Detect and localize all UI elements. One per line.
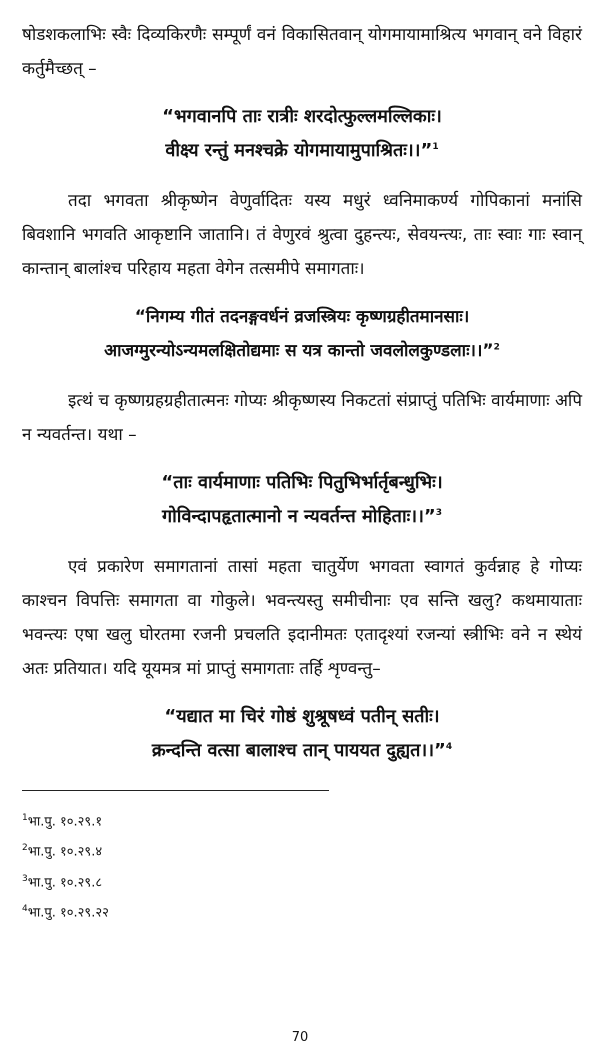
footnote-divider <box>22 790 329 791</box>
verse-4-line-2-wrap <box>22 734 582 768</box>
verse-1-line-2-wrap <box>22 134 582 168</box>
verse-1-line-1: “भगवानपि ताः रात्रीः शरदोत्फुल्लमल्लिकाः। <box>162 106 442 127</box>
verse-2 <box>22 300 582 368</box>
footnote-1-text: भा.पु. १०.२९.१ <box>27 814 103 830</box>
footnote-4-number: 4 <box>22 903 28 914</box>
verse-4 <box>22 700 582 768</box>
verse-1-line-2: वीक्ष्य रन्तुं मनश्चक्रे योगमायामुपाश्रितः।।” <box>165 140 433 161</box>
footnote-4-text: भा.पु. १०.२९.२२ <box>27 905 109 921</box>
footnote-3-text: भा.पु. १०.२९.८ <box>27 874 103 890</box>
footnote-3 <box>22 866 582 896</box>
verse-3-line-2-wrap <box>22 500 582 534</box>
footnote-ref-1: 1 <box>432 142 439 152</box>
verse-3-line-1: “ताः वार्यमाणाः पतिभिः पितुभिर्भार्तृबन्धुभिः। <box>161 472 443 493</box>
page-number: 70 <box>291 1030 309 1045</box>
footnotes <box>22 805 582 926</box>
paragraph-1: षोडशकलाभिः स्वैः दिव्यकिरणैः सम्पूर्णं वनं विकासितवान् योगमायामाश्रित्य भगवान् वने विहारं कर्तुमैच्छत् – <box>22 25 582 79</box>
verse-1 <box>22 100 582 168</box>
page-body <box>22 18 582 926</box>
footnote-2-number: 2 <box>22 843 28 854</box>
footnote-ref-3: 3 <box>435 508 442 518</box>
paragraph-4: एवं प्रकारेण समागतानां तासां महता चातुर्येण भगवता स्वागतं कुर्वन्नाह हे गोप्यः काश्चन विपत्तिः समागता वा गोकुले। भवन्त्यस्तु समीचीनाः एव सन्ति खलु? कथमायाताः भवन्त्यः एषा खलु घोरतमा रजनी प्रचलति इदानीमतः एतादृश्यां रजन्यां स्त्रीभिः वने न स्थेयं अतः प्रतियात। यदि यूयमत्र मां प्राप्तुं समागताः तर्हि शृण्वन्तु– <box>22 557 582 679</box>
paragraph-2: तदा भगवता श्रीकृष्णेन वेणुर्वादितः यस्य मधुरं ध्वनिमाकर्ण्य गोपिकानां मनांसि बिवशानि भगवति आकृष्टानि जातानि। तं वेणुरवं श्रुत्वा दुहन्त्यः, सेवयन्त्यः, ताः स्वाः गाः स्वान् कान्तान् बालांश्च परिहाय महता वेगेन तत्समीपे समागताः। <box>22 191 582 279</box>
verse-4-line-2: क्रन्दन्ति वत्सा बालाश्च तान् पाययत दुह्यत।।” <box>151 740 446 761</box>
paragraph-3: इत्थं च कृष्णग्रहग्रहीतात्मनः गोप्यः श्रीकृष्णस्य निकटतां संप्राप्तुं पतिभिः वार्यमाणाः अपि न न्यवर्तन्त। यथा – <box>22 391 582 445</box>
footnote-2 <box>22 835 582 865</box>
footnote-1-number: 1 <box>22 813 28 823</box>
footnote-3-number: 3 <box>22 873 28 884</box>
verse-2-line-1: “निगम्य गीतं तदनङ्गवर्धनं व्रजस्त्रियः कृष्णग्रहीतमानसाः। <box>134 307 470 327</box>
footnote-ref-2: 2 <box>493 342 500 353</box>
verse-2-line-2: आजग्मुरन्योऽन्यमलक्षितोद्यमाः स यत्र कान्तो जवलोलकुण्डलाः।।” <box>104 341 494 361</box>
verse-4-line-1: “यद्यात मा चिरं गोष्ठं शुश्रूषध्वं पतीन् सतीः। <box>164 706 440 727</box>
footnote-4 <box>22 896 582 926</box>
verse-3 <box>22 466 582 534</box>
footnote-1 <box>22 805 582 835</box>
verse-3-line-2: गोविन्दापहृतात्मानो न न्यवर्तन्त मोहिताः।।” <box>162 506 436 527</box>
verse-2-line-2-wrap <box>22 334 582 368</box>
footnote-ref-4: 4 <box>445 742 453 752</box>
footnote-2-text: भा.पु. १०.२९.४ <box>27 844 103 860</box>
